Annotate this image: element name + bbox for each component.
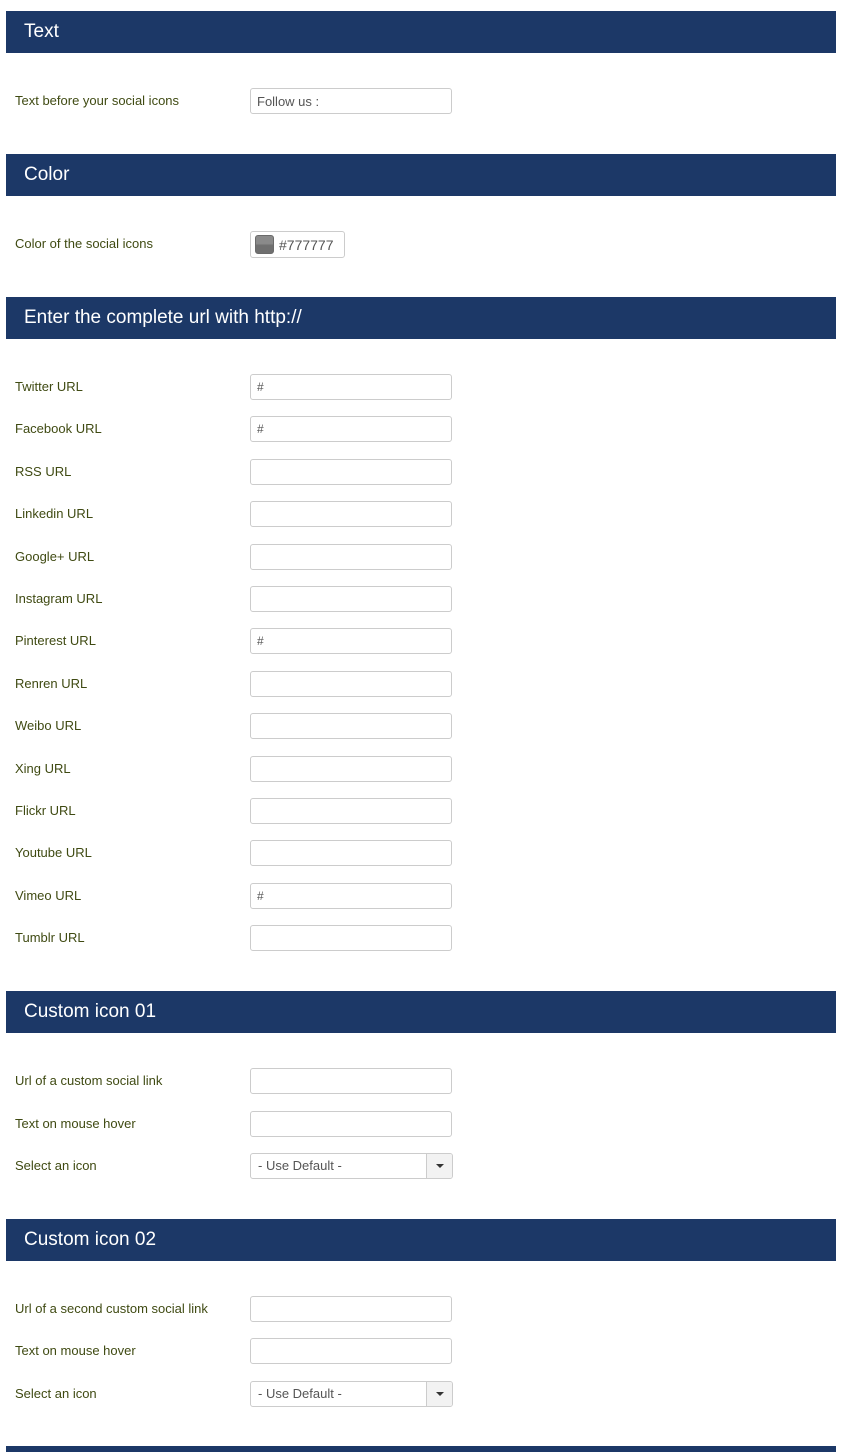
pinterest-url-input[interactable] bbox=[250, 628, 452, 654]
caret-down-icon bbox=[436, 1164, 444, 1168]
linkedin-url-input[interactable] bbox=[250, 501, 452, 527]
custom2-url-input[interactable] bbox=[250, 1296, 452, 1322]
label-pinterest-url: Pinterest URL bbox=[15, 633, 96, 648]
label-custom1-icon: Select an icon bbox=[15, 1158, 97, 1173]
label-vimeo-url: Vimeo URL bbox=[15, 888, 82, 903]
custom1-icon-select[interactable] bbox=[250, 1153, 453, 1179]
custom2-icon-select-toggle[interactable] bbox=[426, 1382, 452, 1406]
label-rss-url: RSS URL bbox=[15, 464, 72, 479]
vimeo-url-input[interactable] bbox=[250, 883, 452, 909]
tumblr-url-input[interactable] bbox=[250, 925, 452, 951]
section-header-custom-icon-02: Custom icon 02 bbox=[6, 1219, 836, 1261]
label-flickr-url: Flickr URL bbox=[15, 803, 76, 818]
custom1-hover-input[interactable] bbox=[250, 1111, 452, 1137]
flickr-url-input[interactable] bbox=[250, 798, 452, 824]
label-custom2-icon: Select an icon bbox=[15, 1386, 97, 1401]
rss-url-input[interactable] bbox=[250, 459, 452, 485]
label-linkedin-url: Linkedin URL bbox=[15, 506, 94, 521]
color-swatch[interactable] bbox=[255, 235, 274, 254]
label-custom1-hover: Text on mouse hover bbox=[15, 1116, 136, 1131]
twitter-url-input[interactable] bbox=[250, 374, 452, 400]
label-instagram-url: Instagram URL bbox=[15, 591, 103, 606]
label-custom2-url: Url of a second custom social link bbox=[15, 1301, 208, 1316]
section-header-custom-icon-01: Custom icon 01 bbox=[6, 991, 836, 1033]
instagram-url-input[interactable] bbox=[250, 586, 452, 612]
renren-url-input[interactable] bbox=[250, 671, 452, 697]
label-xing-url: Xing URL bbox=[15, 761, 71, 776]
label-weibo-url: Weibo URL bbox=[15, 718, 82, 733]
custom1-icon-select-toggle[interactable] bbox=[426, 1154, 452, 1178]
label-text-before-icons: Text before your social icons bbox=[15, 93, 180, 108]
weibo-url-input[interactable] bbox=[250, 713, 452, 739]
label-custom1-url: Url of a custom social link bbox=[15, 1073, 163, 1088]
label-youtube-url: Youtube URL bbox=[15, 845, 92, 860]
label-twitter-url: Twitter URL bbox=[15, 379, 83, 394]
icons-color-value: #777777 bbox=[279, 236, 334, 253]
youtube-url-input[interactable] bbox=[250, 840, 452, 866]
custom2-icon-select[interactable] bbox=[250, 1381, 453, 1407]
label-icons-color: Color of the social icons bbox=[15, 236, 154, 251]
label-custom2-hover: Text on mouse hover bbox=[15, 1343, 136, 1358]
custom1-url-input[interactable] bbox=[250, 1068, 452, 1094]
label-googleplus-url: Google+ URL bbox=[15, 549, 95, 564]
label-facebook-url: Facebook URL bbox=[15, 421, 102, 436]
text-before-icons-input[interactable] bbox=[250, 88, 452, 114]
label-renren-url: Renren URL bbox=[15, 676, 88, 691]
caret-down-icon bbox=[436, 1392, 444, 1396]
googleplus-url-input[interactable] bbox=[250, 544, 452, 570]
xing-url-input[interactable] bbox=[250, 756, 452, 782]
label-tumblr-url: Tumblr URL bbox=[15, 930, 85, 945]
section-header-color: Color bbox=[6, 154, 836, 196]
custom1-icon-select-value: - Use Default - bbox=[258, 1158, 342, 1173]
icons-color-picker[interactable] bbox=[250, 231, 345, 258]
section-header-urls: Enter the complete url with http:// bbox=[6, 297, 836, 339]
custom2-icon-select-value: - Use Default - bbox=[258, 1386, 342, 1401]
custom2-hover-input[interactable] bbox=[250, 1338, 452, 1364]
next-section-header bbox=[6, 1446, 836, 1452]
facebook-url-input[interactable] bbox=[250, 416, 452, 442]
section-header-text: Text bbox=[6, 11, 836, 53]
